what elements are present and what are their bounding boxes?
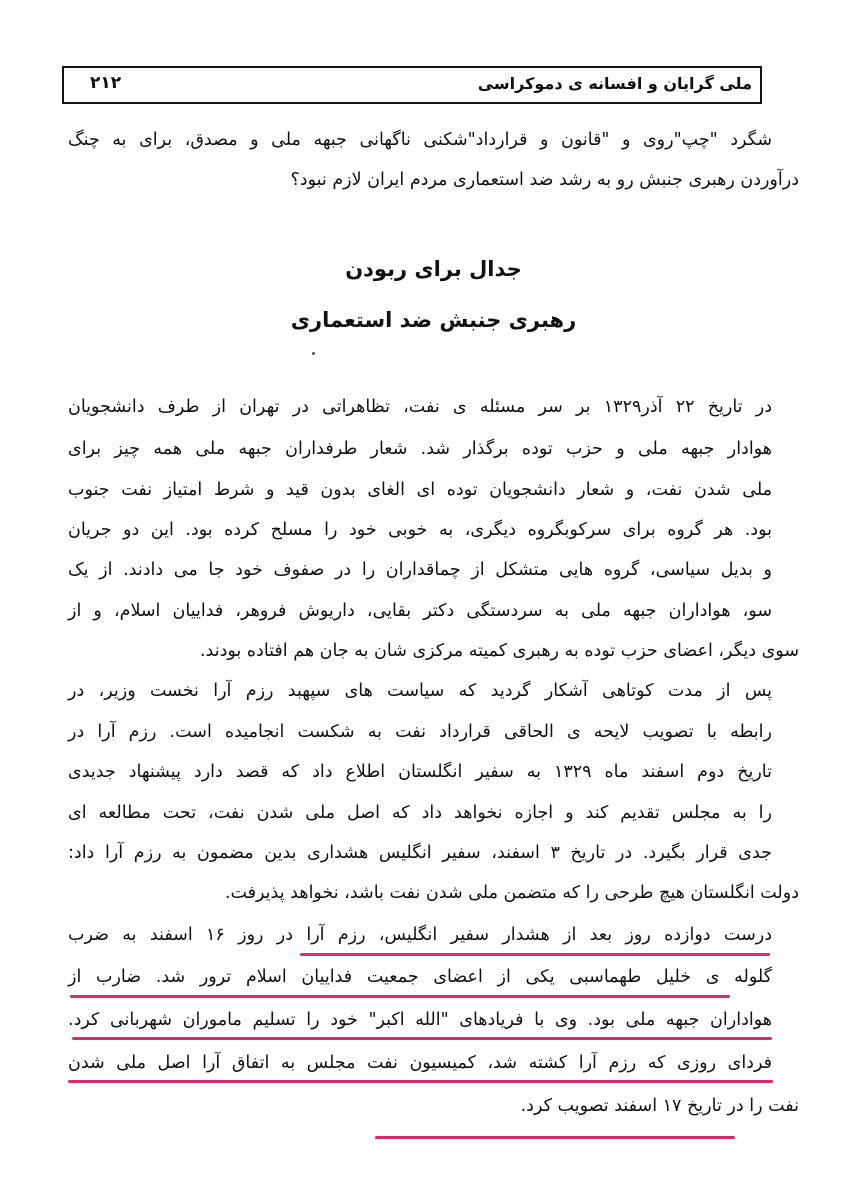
highlight-underline [68, 1080, 773, 1083]
intro-line-1: شگرد "چپ"روی و "قانون و قرارداد"شکنی ناگهانی جبهه ملی و مصدق، برای به چنگ [68, 130, 772, 150]
page-number: ۲۱۲ [90, 73, 122, 93]
body-line: سو، هواداران جبهه ملی به سردستگی دکتر بقایی، داریوش فروهر، فداییان اسلام، و از [68, 601, 772, 621]
body-line: رابطه با تصویب لایحه ی الحاقی قرارداد نفت به شکست انجامیده است. رزم آرا در [68, 722, 772, 742]
body-line: را به مجلس تقدیم کند و اجازه نخواهد داد که اصل ملی شدن نفت، تحت مطالعه ای [68, 803, 772, 823]
body-line: نفت را در تاریخ ۱۷ اسفند تصویب کرد. [520, 1096, 799, 1116]
body-line: درست دوازده روز بعد از هشدار سفیر انگلیس، رزم آرا در روز ۱۶ اسفند به ضرب [68, 925, 772, 945]
body-line: فردای روزی که رزم آرا کشته شد، کمیسیون نفت مجلس به اتفاق آرا اصل ملی شدن [68, 1053, 772, 1073]
body-line: ملی شدن نفت، و شعار دانشجویان توده ای الغای بدون قید و شرط امتیاز نفت جنوب [68, 480, 772, 500]
body-line: هواداران جبهه ملی بود. وی با فریادهای "الله اکبر" خود را تسلیم ماموران شهربانی کرد. [68, 1010, 772, 1030]
body-line: در تاریخ ۲۲ آذر۱۳۲۹ بر سر مسئله ی نفت، تظاهراتی در تهران از طرف دانشجویان [68, 397, 773, 417]
body-line: جدی قرار بگیرد. در تاریخ ۳ اسفند، سفیر انگلیس هشداری بدین مضمون به رزم آرا داد: [68, 843, 772, 863]
highlight-underline [72, 1037, 772, 1040]
body-line: دولت انگلستان هیچ طرحی را که متضمن ملی شدن نفت باشد، نخواهد پذیرفت. [224, 883, 799, 903]
body-line: هوادار جبهه ملی و حزب توده برگذار شد. شعار طرفداران جبهه ملی همه چیز برای [68, 439, 772, 459]
highlight-underline [375, 1136, 735, 1139]
body-line: تاریخ دوم اسفند ماه ۱۳۲۹ به سفیر انگلستان اطلاع داد که قصد دارد پیشنهاد جدیدی [68, 762, 772, 782]
body-line: پس از مدت کوتاهی آشکار گردید که سیاست های سپهبد رزم آرا نخست وزیر، در [68, 681, 772, 701]
body-line: سوی دیگر، اعضای حزب توده به رهبری کمیته مرکزی شان به جان هم افتاده بودند. [199, 641, 799, 661]
section-heading-line-1: جدال برای ربودن [345, 257, 522, 281]
body-line: و بدیل سیاسی، گروه هایی متشکل از چماقداران را در صفوف خود جا می دادند. از یک [68, 560, 772, 580]
body-line: بود. هر گروه برای سرکوبگروه دیگری، به خوبی خود را مسلح کرده بود. این دو جریان [68, 520, 772, 540]
highlight-underline [300, 953, 770, 956]
running-header [62, 66, 762, 104]
highlight-underline [70, 995, 730, 998]
body-line: گلوله ی خلیل طهماسبی یکی از اعضای جمعیت فداییان اسلام ترور شد. ضارب از [68, 967, 772, 987]
intro-line-2: درآوردن رهبری جنبش رو به رشد ضد استعماری مردم ایران لازم نبود؟ [290, 170, 799, 190]
section-heading-line-2: رهبری جنبش ضد استعماری [290, 308, 577, 332]
book-title: ملی گرایان و افسانه ی دموکراسی [477, 74, 752, 93]
stray-mark [312, 352, 315, 355]
